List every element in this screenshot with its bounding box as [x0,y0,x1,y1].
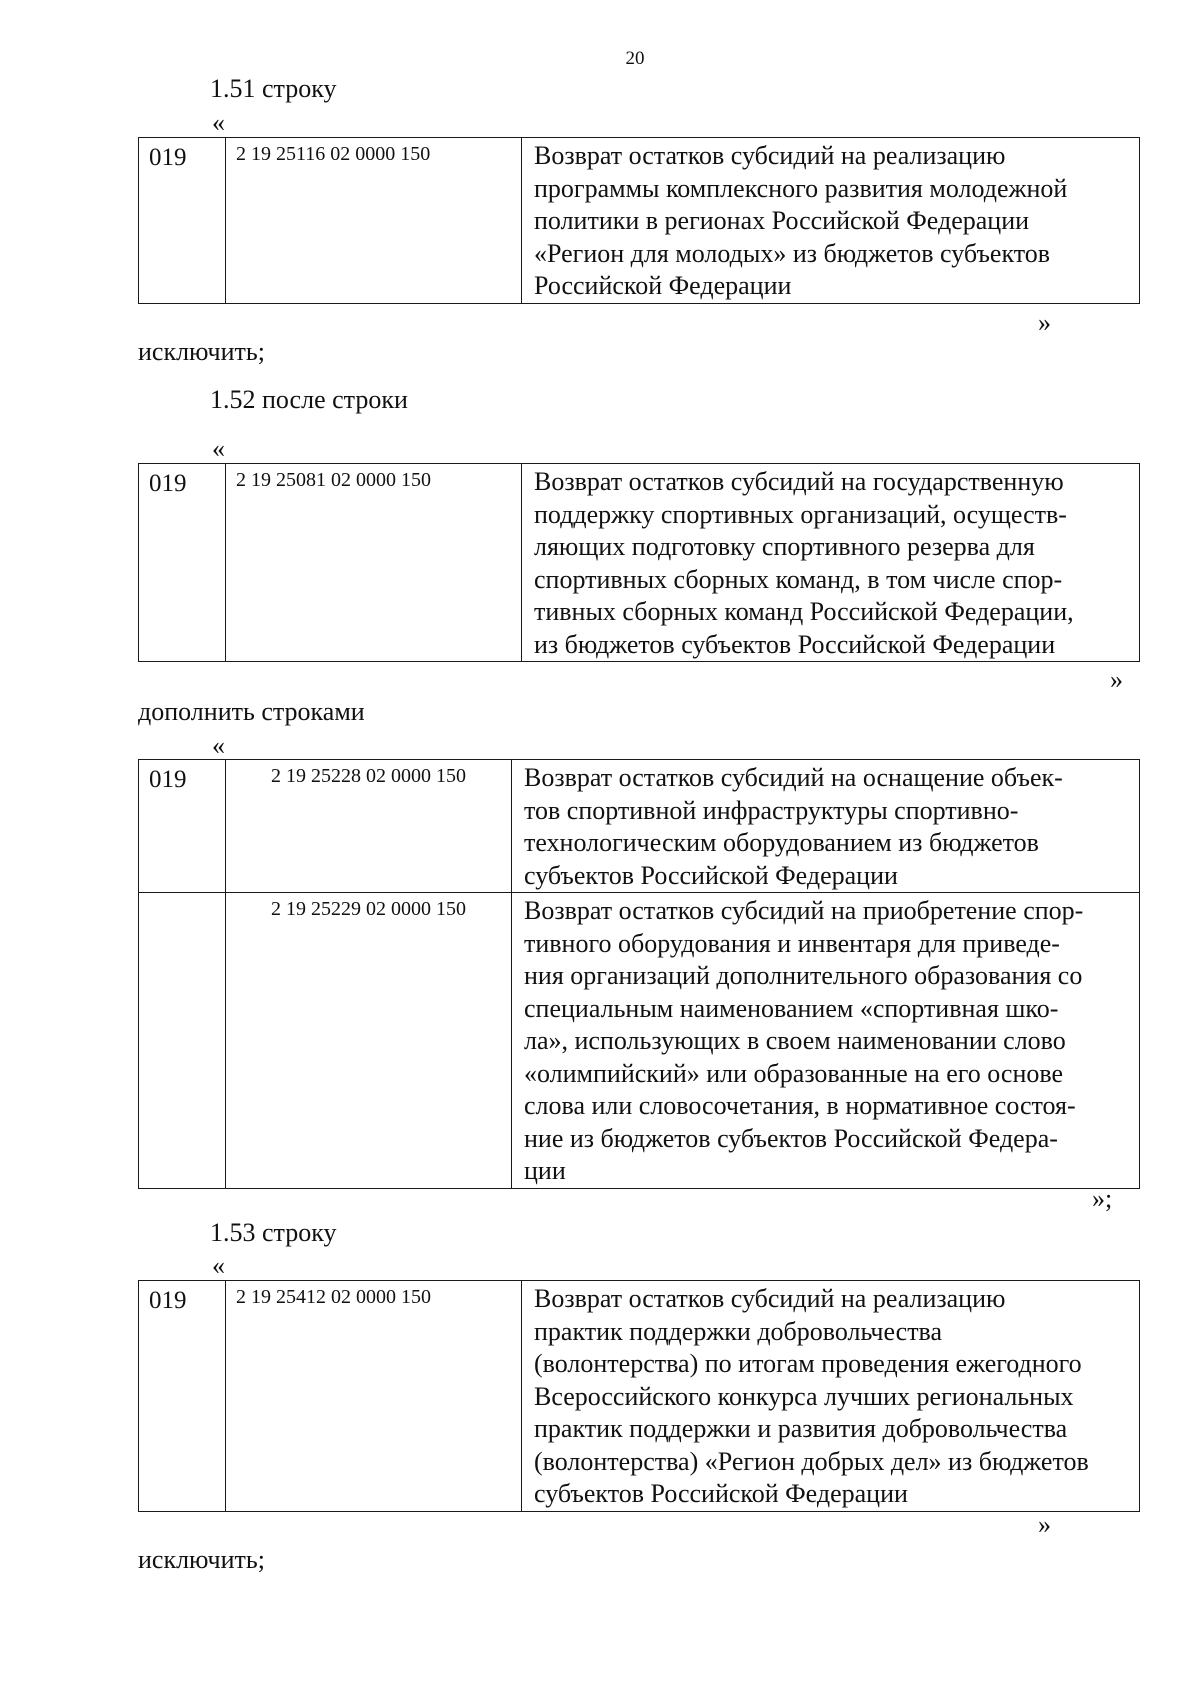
chapter-code-cell: 019 [139,1281,226,1512]
description-cell [512,760,1140,893]
description-line: программы комплексного развития молодежной [534,173,1068,203]
budget-code-cell: 2 19 25228 02 0000 150 [226,760,512,893]
open-quote: « [212,731,225,760]
description-line: спортивных сборных команд, в том числе спор- [534,564,1063,594]
description-cell [522,464,1140,662]
description-line: Всероссийского конкурса лучших региональных [534,1381,1074,1411]
description-line: тивного оборудования и инвентаря для приведе- [524,928,1060,958]
chapter-code-cell [139,893,226,1189]
table-row [139,138,1140,304]
section-heading-1-52: 1.52 после строки [210,385,408,414]
close-quote: » [1038,308,1051,337]
description-line: Возврат остатков субсидий на реализацию [534,1284,1006,1313]
description-line: Возврат остатков субсидий на приобретение спор- [524,896,1084,925]
description-line: тов спортивной инфраструктуры спортивно- [524,795,1019,825]
description-line: практик поддержки добровольчества [534,1316,943,1346]
open-quote: « [212,108,225,137]
description-cell [522,1281,1140,1512]
chapter-code-cell: 019 [139,138,226,304]
budget-code-cell: 2 19 25229 02 0000 150 [226,893,512,1189]
close-quote: »; [1092,1184,1113,1213]
close-quote: » [1038,1510,1051,1539]
amendment-table-1-52 [138,463,1140,662]
description-line: Российской Федерации [534,271,792,300]
description-line: политики в регионах Российской Федерации [534,206,1030,235]
open-quote: « [212,1251,225,1280]
section-heading-1-53: 1.53 строку [210,1218,337,1247]
budget-code-cell: 2 19 25081 02 0000 150 [226,464,522,662]
description-line: Возврат остатков субсидий на государственную [534,467,1064,496]
description-cell [512,893,1140,1189]
table-row [139,1281,1140,1512]
description-line: ляющих подготовку спортивного резерва для [534,532,1035,561]
description-cell [522,138,1140,304]
budget-code-cell: 2 19 25412 02 0000 150 [226,1281,522,1512]
description-line: «Регион для молодых» из бюджетов субъектов [534,238,1051,268]
description-line: практик поддержки и развития добровольчества [534,1414,1068,1443]
description-line: ния организаций дополнительного образования со [524,961,1083,990]
description-line: Возврат остатков субсидий на оснащение объек- [524,763,1063,792]
amendment-table-insert [138,759,1140,1189]
action-text: дополнить строками [138,697,365,726]
description-line: субъектов Российской Федерации [534,1479,908,1508]
chapter-code-cell: 019 [139,464,226,662]
table-row [139,760,1140,893]
description-line: «олимпийский» или образованные на его основе [524,1058,1064,1088]
description-line: поддержку спортивных организаций, осуществ- [534,499,1067,529]
description-line: ние из бюджетов субъектов Российской Федера- [524,1123,1058,1153]
description-line: Возврат остатков субсидий на реализацию [534,141,1006,170]
page-number: 20 [625,48,645,69]
action-text: исключить; [138,1545,265,1574]
description-line: (волонтерства) по итогам проведения ежегодного [534,1349,1082,1378]
table-row [139,893,1140,1189]
description-line: ла», использующих в своем наименовании слово [524,1026,1066,1055]
description-line: технологическим оборудованием из бюджетов [524,828,1039,857]
action-text: исключить; [138,337,265,366]
open-quote: « [212,434,225,463]
description-line: слова или словосочетания, в нормативное состоя- [524,1091,1076,1120]
amendment-table-1-51 [138,137,1140,304]
section-heading-1-51: 1.51 строку [210,74,337,103]
description-line: ции [524,1156,566,1185]
description-line: из бюджетов субъектов Российской Федерации [534,629,1056,659]
description-line: субъектов Российской Федерации [524,860,898,890]
table-row [139,464,1140,662]
description-line: тивных сборных команд Российской Федерации, [534,597,1074,626]
amendment-table-1-53 [138,1280,1140,1512]
chapter-code-cell: 019 [139,760,226,893]
description-line: специальным наименованием «спортивная шко- [524,993,1059,1023]
description-line: (волонтерства) «Регион добрых дел» из бюджетов [534,1446,1089,1476]
close-quote: » [1110,665,1123,694]
budget-code-cell: 2 19 25116 02 0000 150 [226,138,522,304]
